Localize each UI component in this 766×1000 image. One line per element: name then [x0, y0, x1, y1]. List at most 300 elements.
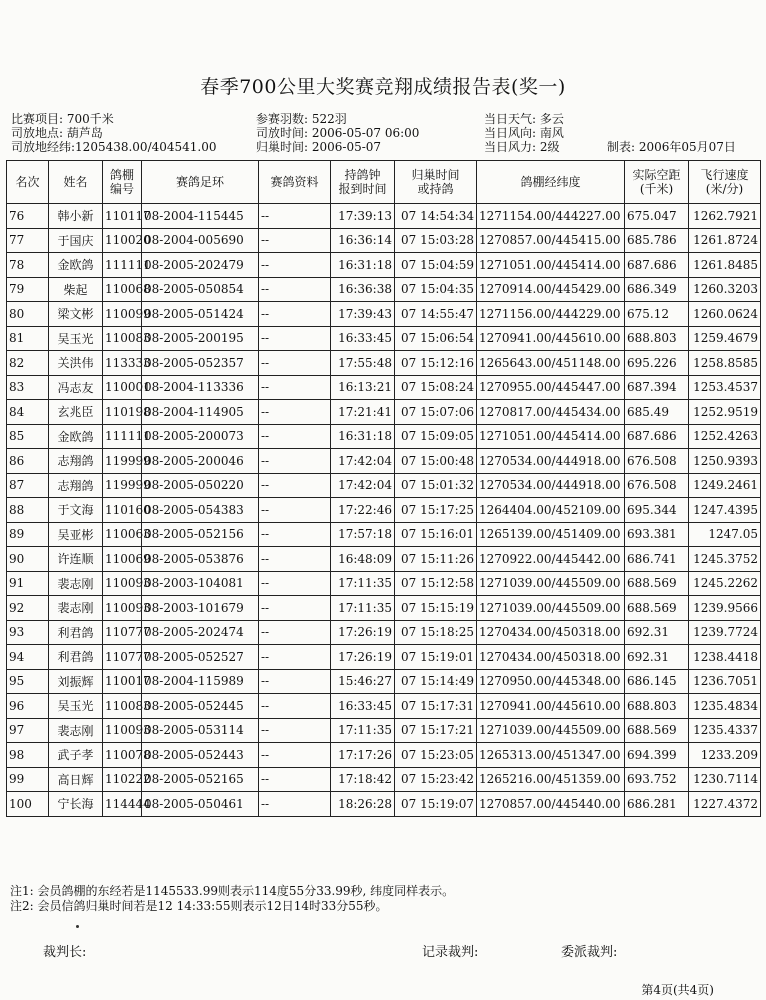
col-header-speed: 飞行速度 (米/分) — [689, 161, 761, 204]
cell-speed: 1250.9393 — [689, 449, 761, 474]
cell-coords: 1264404.00/452109.00 — [477, 498, 625, 523]
cell-distance: 688.569 — [625, 571, 689, 596]
cell-clock-time: 17:26:19 — [331, 645, 395, 670]
release-coords: 司放地经纬:1205438.00/404541.00 — [11, 140, 217, 154]
cell-ring: 08-2005-052357 — [142, 351, 259, 376]
cell-name: 高日辉 — [49, 767, 103, 792]
cell-name: 利君鸽 — [49, 620, 103, 645]
cell-coords: 1270922.00/445442.00 — [477, 547, 625, 572]
cell-clock-time: 17:21:41 — [331, 400, 395, 425]
cell-distance: 687.686 — [625, 253, 689, 278]
meta-col-1 — [11, 112, 217, 154]
cell-speed: 1236.7051 — [689, 669, 761, 694]
col-header-ring: 赛鸽足环 — [142, 161, 259, 204]
cell-info: -- — [259, 424, 331, 449]
cell-ring: 08-2005-052156 — [142, 522, 259, 547]
made-date: 制表: 2006年05月07日 — [607, 140, 736, 154]
meta-col-2 — [256, 112, 419, 154]
cell-coords: 1270950.00/445348.00 — [477, 669, 625, 694]
cell-rank: 93 — [7, 620, 49, 645]
cell-distance: 675.12 — [625, 302, 689, 327]
cell-coords: 1270941.00/445610.00 — [477, 694, 625, 719]
cell-rank: 82 — [7, 351, 49, 376]
cell-ring: 08-2005-202474 — [142, 620, 259, 645]
cell-info: -- — [259, 694, 331, 719]
cell-clock-time: 16:33:45 — [331, 326, 395, 351]
cell-ring: 08-2004-115445 — [142, 204, 259, 229]
cell-info: -- — [259, 253, 331, 278]
cell-coords: 1265643.00/451148.00 — [477, 351, 625, 376]
cell-rank: 85 — [7, 424, 49, 449]
cell-rank: 90 — [7, 547, 49, 572]
cell-coords: 1271051.00/445414.00 — [477, 424, 625, 449]
cell-info: -- — [259, 547, 331, 572]
cell-info: -- — [259, 571, 331, 596]
cell-distance: 676.508 — [625, 449, 689, 474]
cell-coords: 1265139.00/451409.00 — [477, 522, 625, 547]
cell-loft-no: 110777 — [103, 645, 142, 670]
cell-speed: 1253.4537 — [689, 375, 761, 400]
cell-name: 吴玉光 — [49, 326, 103, 351]
cell-rank: 92 — [7, 596, 49, 621]
cell-ring: 08-2005-202479 — [142, 253, 259, 278]
cell-loft-no: 110063 — [103, 522, 142, 547]
table-row — [7, 277, 761, 302]
cell-speed: 1260.0624 — [689, 302, 761, 327]
table-row — [7, 547, 761, 572]
cell-coords: 1265313.00/451347.00 — [477, 743, 625, 768]
cell-rank: 95 — [7, 669, 49, 694]
table-row — [7, 351, 761, 376]
cell-loft-no: 110078 — [103, 743, 142, 768]
note-2: 注2: 会员信鸽归巢时间若是12 14:33:55则表示12日14时33分55秒。 — [10, 899, 388, 913]
cell-clock-time: 18:26:28 — [331, 792, 395, 817]
cell-arrival: 07 15:03:28 — [395, 228, 477, 253]
cell-ring: 08-2005-052443 — [142, 743, 259, 768]
cell-arrival: 07 15:18:25 — [395, 620, 477, 645]
cell-speed: 1262.7921 — [689, 204, 761, 229]
cell-info: -- — [259, 228, 331, 253]
cell-distance: 685.786 — [625, 228, 689, 253]
cell-loft-no: 111111 — [103, 253, 142, 278]
cell-arrival: 07 15:04:35 — [395, 277, 477, 302]
cell-clock-time: 17:11:35 — [331, 596, 395, 621]
cell-arrival: 07 14:55:47 — [395, 302, 477, 327]
release-time: 司放时间: 2006-05-07 06:00 — [256, 126, 420, 140]
cell-ring: 08-2005-200195 — [142, 326, 259, 351]
cell-distance: 695.344 — [625, 498, 689, 523]
table-row — [7, 792, 761, 817]
cell-loft-no: 110068 — [103, 277, 142, 302]
table-row — [7, 669, 761, 694]
cell-coords: 1270955.00/445447.00 — [477, 375, 625, 400]
table-row — [7, 449, 761, 474]
cell-arrival: 07 15:12:16 — [395, 351, 477, 376]
cell-distance: 695.226 — [625, 351, 689, 376]
cell-coords: 1265216.00/451359.00 — [477, 767, 625, 792]
recorder-judge-label: 记录裁判: — [422, 945, 479, 960]
notes — [10, 884, 454, 914]
cell-speed: 1260.3203 — [689, 277, 761, 302]
cell-info: -- — [259, 792, 331, 817]
cell-arrival: 07 15:17:31 — [395, 694, 477, 719]
cell-name: 金欧鸽 — [49, 424, 103, 449]
cell-arrival: 07 15:12:58 — [395, 571, 477, 596]
col-header-name: 姓名 — [49, 161, 103, 204]
cell-info: -- — [259, 767, 331, 792]
table-row — [7, 326, 761, 351]
cell-distance: 688.569 — [625, 718, 689, 743]
cell-ring: 08-2004-113336 — [142, 375, 259, 400]
cell-clock-time: 17:26:19 — [331, 620, 395, 645]
cell-ring: 08-2004-005690 — [142, 228, 259, 253]
table-row — [7, 522, 761, 547]
cell-distance: 688.803 — [625, 326, 689, 351]
cell-name: 许连顺 — [49, 547, 103, 572]
cell-coords: 1271154.00/444227.00 — [477, 204, 625, 229]
col-header-arrival: 归巢时间 或持鸽 — [395, 161, 477, 204]
table-row — [7, 645, 761, 670]
cell-arrival: 07 15:15:19 — [395, 596, 477, 621]
cell-speed: 1247.05 — [689, 522, 761, 547]
cell-distance: 688.803 — [625, 694, 689, 719]
cell-info: -- — [259, 645, 331, 670]
cell-info: -- — [259, 400, 331, 425]
cell-speed: 1247.4395 — [689, 498, 761, 523]
cell-name: 宁长海 — [49, 792, 103, 817]
cell-speed: 1259.4679 — [689, 326, 761, 351]
cell-loft-no: 110083 — [103, 326, 142, 351]
cell-distance: 675.047 — [625, 204, 689, 229]
cell-clock-time: 17:55:48 — [331, 351, 395, 376]
cell-name: 梁文彬 — [49, 302, 103, 327]
return-date: 归巢时间: 2006-05-07 — [256, 140, 382, 154]
cell-rank: 97 — [7, 718, 49, 743]
cell-rank: 79 — [7, 277, 49, 302]
wind-force: 当日风力: 2级 — [484, 140, 560, 154]
cell-speed: 1261.8485 — [689, 253, 761, 278]
cell-distance: 688.569 — [625, 596, 689, 621]
cell-ring: 08-2005-052165 — [142, 767, 259, 792]
report-title: 春季700公里大奖赛竞翔成绩报告表(奖一) — [200, 76, 566, 98]
cell-rank: 78 — [7, 253, 49, 278]
cell-ring: 08-2005-051424 — [142, 302, 259, 327]
cell-ring: 08-2004-114905 — [142, 400, 259, 425]
cell-info: -- — [259, 522, 331, 547]
cell-info: -- — [259, 351, 331, 376]
cell-loft-no: 110222 — [103, 767, 142, 792]
cell-name: 武子孝 — [49, 743, 103, 768]
meta-col-3 — [484, 112, 564, 154]
cell-speed: 1227.4372 — [689, 792, 761, 817]
weather: 当日天气: 多云 — [484, 112, 564, 126]
cell-coords: 1270817.00/445434.00 — [477, 400, 625, 425]
cell-info: -- — [259, 326, 331, 351]
cell-info: -- — [259, 718, 331, 743]
cell-clock-time: 15:46:27 — [331, 669, 395, 694]
cell-ring: 08-2004-115989 — [142, 669, 259, 694]
cell-name: 利君鸽 — [49, 645, 103, 670]
cell-name: 韩小新 — [49, 204, 103, 229]
cell-clock-time: 17:11:35 — [331, 571, 395, 596]
cell-coords: 1271051.00/445414.00 — [477, 253, 625, 278]
cell-rank: 94 — [7, 645, 49, 670]
cell-distance: 686.741 — [625, 547, 689, 572]
col-header-distance: 实际空距 (千米) — [625, 161, 689, 204]
cell-arrival: 07 15:19:01 — [395, 645, 477, 670]
cell-ring: 08-2003-101679 — [142, 596, 259, 621]
cell-loft-no: 110117 — [103, 204, 142, 229]
cell-info: -- — [259, 449, 331, 474]
cell-speed: 1245.3752 — [689, 547, 761, 572]
cell-coords: 1270434.00/450318.00 — [477, 645, 625, 670]
cell-arrival: 07 15:19:07 — [395, 792, 477, 817]
cell-name: 于文海 — [49, 498, 103, 523]
cell-loft-no: 119999 — [103, 473, 142, 498]
cell-loft-no: 114444 — [103, 792, 142, 817]
cell-arrival: 07 15:09:05 — [395, 424, 477, 449]
entry-count: 参赛羽数: 522羽 — [256, 112, 347, 126]
cell-info: -- — [259, 596, 331, 621]
cell-name: 于国庆 — [49, 228, 103, 253]
table-row — [7, 400, 761, 425]
cell-rank: 77 — [7, 228, 49, 253]
cell-arrival: 07 15:07:06 — [395, 400, 477, 425]
table-row — [7, 375, 761, 400]
cell-rank: 84 — [7, 400, 49, 425]
cell-speed: 1230.7114 — [689, 767, 761, 792]
header-row — [7, 161, 761, 204]
cell-speed: 1252.4263 — [689, 424, 761, 449]
cell-distance: 686.349 — [625, 277, 689, 302]
cell-arrival: 07 15:06:54 — [395, 326, 477, 351]
cell-loft-no: 110198 — [103, 400, 142, 425]
cell-clock-time: 17:17:26 — [331, 743, 395, 768]
table-row — [7, 718, 761, 743]
cell-arrival: 07 15:01:32 — [395, 473, 477, 498]
cell-rank: 91 — [7, 571, 49, 596]
cell-speed: 1239.7724 — [689, 620, 761, 645]
cell-speed: 1239.9566 — [689, 596, 761, 621]
cell-rank: 98 — [7, 743, 49, 768]
note-1: 注1: 会员鸽棚的东经若是1145533.99则表示114度55分33.99秒, 纬度同样表示。 — [10, 884, 455, 898]
cell-name: 玄兆臣 — [49, 400, 103, 425]
results-table — [6, 160, 761, 817]
cell-info: -- — [259, 204, 331, 229]
cell-distance: 693.752 — [625, 767, 689, 792]
cell-info: -- — [259, 620, 331, 645]
col-header-info: 赛鸽资料 — [259, 161, 331, 204]
cell-distance: 676.508 — [625, 473, 689, 498]
cell-arrival: 07 15:17:25 — [395, 498, 477, 523]
cell-ring: 08-2005-200073 — [142, 424, 259, 449]
cell-ring: 08-2003-104081 — [142, 571, 259, 596]
cell-coords: 1270941.00/445610.00 — [477, 326, 625, 351]
cell-name: 冯志友 — [49, 375, 103, 400]
cell-arrival: 07 15:08:24 — [395, 375, 477, 400]
cell-arrival: 07 15:16:01 — [395, 522, 477, 547]
cell-distance: 692.31 — [625, 645, 689, 670]
cell-rank: 81 — [7, 326, 49, 351]
col-header-coords: 鸽棚经纬度 — [477, 161, 625, 204]
cell-clock-time: 16:36:14 — [331, 228, 395, 253]
cell-distance: 685.49 — [625, 400, 689, 425]
cell-info: -- — [259, 498, 331, 523]
cell-ring: 08-2005-052445 — [142, 694, 259, 719]
cell-loft-no: 111111 — [103, 424, 142, 449]
speck-mark — [76, 925, 79, 928]
wind-direction: 当日风向: 南风 — [484, 126, 564, 140]
table-row — [7, 596, 761, 621]
table-row — [7, 424, 761, 449]
release-place: 司放地点: 葫芦岛 — [11, 126, 103, 140]
table-row — [7, 743, 761, 768]
cell-arrival: 07 15:14:49 — [395, 669, 477, 694]
cell-arrival: 07 15:23:05 — [395, 743, 477, 768]
cell-coords: 1271039.00/445509.00 — [477, 571, 625, 596]
cell-speed: 1252.9519 — [689, 400, 761, 425]
cell-loft-no: 110069 — [103, 547, 142, 572]
cell-distance: 687.686 — [625, 424, 689, 449]
table-row — [7, 498, 761, 523]
chief-judge-label: 裁判长: — [43, 945, 87, 960]
cell-ring: 08-2005-054383 — [142, 498, 259, 523]
cell-rank: 88 — [7, 498, 49, 523]
cell-loft-no: 110777 — [103, 620, 142, 645]
cell-name: 裴志刚 — [49, 571, 103, 596]
cell-coords: 1271039.00/445509.00 — [477, 718, 625, 743]
cell-name: 吴亚彬 — [49, 522, 103, 547]
cell-info: -- — [259, 669, 331, 694]
cell-rank: 83 — [7, 375, 49, 400]
cell-distance: 686.281 — [625, 792, 689, 817]
col-header-rank: 名次 — [7, 161, 49, 204]
cell-clock-time: 16:33:45 — [331, 694, 395, 719]
cell-loft-no: 110093 — [103, 596, 142, 621]
cell-clock-time: 17:39:43 — [331, 302, 395, 327]
cell-info: -- — [259, 302, 331, 327]
cell-arrival: 07 15:17:21 — [395, 718, 477, 743]
table-row — [7, 473, 761, 498]
cell-clock-time: 17:11:35 — [331, 718, 395, 743]
cell-speed: 1258.8585 — [689, 351, 761, 376]
cell-loft-no: 110099 — [103, 302, 142, 327]
cell-loft-no: 119999 — [103, 449, 142, 474]
cell-arrival: 07 15:23:42 — [395, 767, 477, 792]
race-item: 比赛项目: 700千米 — [11, 112, 114, 126]
cell-name: 志翔鸽 — [49, 473, 103, 498]
table-row — [7, 571, 761, 596]
cell-name: 吴玉光 — [49, 694, 103, 719]
table-row — [7, 767, 761, 792]
cell-coords: 1270534.00/444918.00 — [477, 473, 625, 498]
cell-clock-time: 17:57:18 — [331, 522, 395, 547]
cell-clock-time: 16:31:18 — [331, 253, 395, 278]
assigned-judge-label: 委派裁判: — [561, 945, 618, 960]
col-header-clock-time: 持鸽钟 报到时间 — [331, 161, 395, 204]
cell-loft-no: 110001 — [103, 375, 142, 400]
cell-arrival: 07 15:04:59 — [395, 253, 477, 278]
cell-rank: 86 — [7, 449, 49, 474]
cell-distance: 686.145 — [625, 669, 689, 694]
cell-arrival: 07 15:00:48 — [395, 449, 477, 474]
cell-clock-time: 17:42:04 — [331, 449, 395, 474]
cell-clock-time: 17:42:04 — [331, 473, 395, 498]
cell-clock-time: 17:22:46 — [331, 498, 395, 523]
cell-speed: 1238.4418 — [689, 645, 761, 670]
cell-info: -- — [259, 473, 331, 498]
cell-loft-no: 110017 — [103, 669, 142, 694]
cell-coords: 1270914.00/445429.00 — [477, 277, 625, 302]
cell-arrival: 07 15:11:26 — [395, 547, 477, 572]
cell-name: 裴志刚 — [49, 596, 103, 621]
cell-ring: 08-2005-052527 — [142, 645, 259, 670]
cell-distance: 692.31 — [625, 620, 689, 645]
cell-rank: 80 — [7, 302, 49, 327]
cell-name: 裴志刚 — [49, 718, 103, 743]
cell-loft-no: 110083 — [103, 694, 142, 719]
cell-clock-time: 16:36:38 — [331, 277, 395, 302]
cell-ring: 08-2005-050220 — [142, 473, 259, 498]
cell-speed: 1245.2262 — [689, 571, 761, 596]
cell-rank: 96 — [7, 694, 49, 719]
cell-loft-no: 110020 — [103, 228, 142, 253]
cell-distance: 687.394 — [625, 375, 689, 400]
cell-info: -- — [259, 375, 331, 400]
cell-coords: 1271156.00/444229.00 — [477, 302, 625, 327]
cell-loft-no: 113333 — [103, 351, 142, 376]
cell-distance: 694.399 — [625, 743, 689, 768]
cell-arrival: 07 14:54:34 — [395, 204, 477, 229]
col-header-loft-no: 鸽棚 编号 — [103, 161, 142, 204]
cell-speed: 1235.4337 — [689, 718, 761, 743]
results-body — [7, 204, 761, 817]
table-row — [7, 620, 761, 645]
cell-info: -- — [259, 743, 331, 768]
cell-clock-time: 17:18:42 — [331, 767, 395, 792]
cell-distance: 693.381 — [625, 522, 689, 547]
cell-rank: 87 — [7, 473, 49, 498]
table-row — [7, 253, 761, 278]
table-row — [7, 694, 761, 719]
page-indicator: 第4页(共4页) — [641, 983, 714, 997]
cell-clock-time: 16:13:21 — [331, 375, 395, 400]
cell-loft-no: 110093 — [103, 571, 142, 596]
cell-ring: 08-2005-200046 — [142, 449, 259, 474]
cell-rank: 100 — [7, 792, 49, 817]
cell-coords: 1270857.00/445415.00 — [477, 228, 625, 253]
cell-clock-time: 16:48:09 — [331, 547, 395, 572]
table-row — [7, 302, 761, 327]
cell-rank: 99 — [7, 767, 49, 792]
cell-info: -- — [259, 277, 331, 302]
table-row — [7, 204, 761, 229]
cell-ring: 08-2005-053876 — [142, 547, 259, 572]
cell-name: 柴起 — [49, 277, 103, 302]
cell-ring: 08-2005-053114 — [142, 718, 259, 743]
cell-ring: 08-2005-050854 — [142, 277, 259, 302]
cell-speed: 1235.4834 — [689, 694, 761, 719]
cell-loft-no: 110093 — [103, 718, 142, 743]
cell-speed: 1233.209 — [689, 743, 761, 768]
cell-rank: 76 — [7, 204, 49, 229]
cell-speed: 1261.8724 — [689, 228, 761, 253]
cell-coords: 1270534.00/444918.00 — [477, 449, 625, 474]
cell-name: 关洪伟 — [49, 351, 103, 376]
cell-ring: 08-2005-050461 — [142, 792, 259, 817]
table-row — [7, 228, 761, 253]
cell-name: 刘振辉 — [49, 669, 103, 694]
